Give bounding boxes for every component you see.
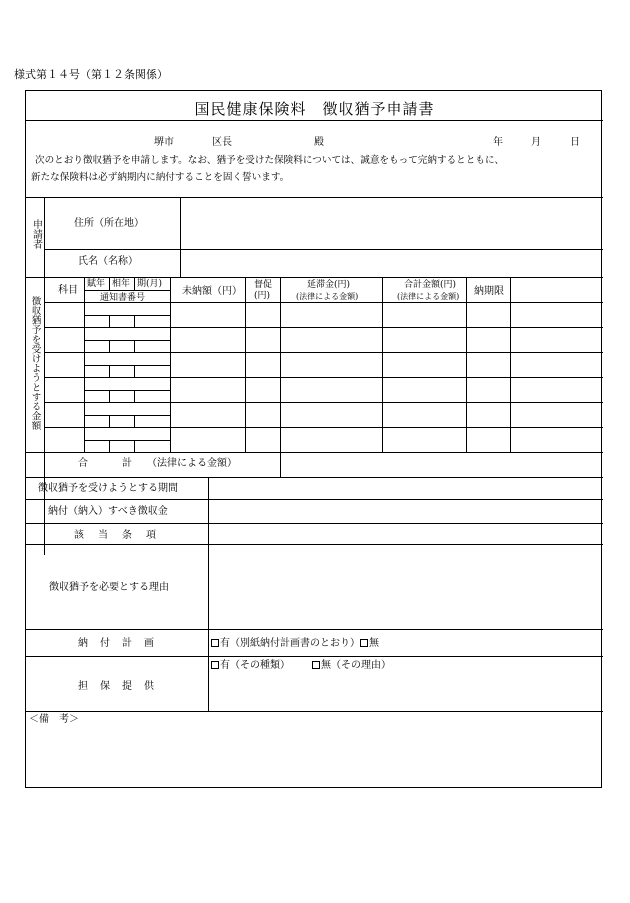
table-row[interactable]: [44, 327, 603, 352]
city-text: 堺市: [154, 137, 174, 148]
collateral-yes-text: 有（その種類）: [220, 660, 290, 671]
plan-label: 納 付 計 画: [78, 638, 155, 649]
levy-year-header: 賦年: [87, 279, 106, 289]
divider: [26, 120, 603, 121]
period-header: 期(月): [137, 279, 163, 289]
applicant-side-label: 申請者: [30, 219, 42, 249]
divider: [26, 452, 603, 453]
period-label: 徴収猶予を受けようとする期間: [38, 483, 178, 494]
collateral-yes-option: [211, 661, 290, 671]
divider: [26, 544, 603, 545]
total-header: 合計金額(円): [404, 280, 457, 290]
table-row[interactable]: [44, 402, 603, 427]
total-label-a: 合: [78, 458, 88, 469]
divider: [26, 711, 603, 712]
form-number: 様式第１４号（第１２条関係）: [14, 68, 168, 81]
collateral-no-option: [312, 661, 391, 671]
divider: [208, 477, 209, 711]
address-label: 住所（所在地）: [74, 218, 144, 229]
divider: [44, 249, 603, 250]
plan-no-checkbox[interactable]: [360, 639, 368, 647]
collateral-yes-checkbox[interactable]: [211, 661, 219, 669]
intro-line-2: 新たな保険料は必ず納期内に納付することを固く誓います。: [31, 172, 290, 183]
plan-yes-checkbox[interactable]: [211, 639, 219, 647]
divider: [26, 499, 603, 500]
notice-number-header: 通知書番号: [100, 293, 146, 303]
collateral-no-checkbox[interactable]: [312, 661, 320, 669]
form-title: 国民健康保険料 徴収猶予申請書: [194, 100, 435, 118]
reason-label: 徴収猶予を必要とする理由: [49, 582, 169, 593]
name-label: 氏名（名称）: [78, 256, 138, 267]
honorific-text: 殿: [314, 137, 324, 148]
table-row[interactable]: [44, 377, 603, 402]
divider: [26, 197, 603, 198]
collateral-no-text: 無（その理由）: [321, 660, 391, 671]
total-note: (法律による金額): [397, 292, 460, 301]
divider: [26, 277, 603, 278]
divider: [26, 656, 603, 657]
plan-yes-text: 有（別紙納付計画書のとおり）: [220, 638, 360, 649]
subject-header: 科目: [58, 285, 78, 296]
unpaid-header: 未納額（円）: [182, 286, 242, 297]
divider: [180, 197, 181, 277]
collateral-label: 担 保 提 供: [78, 681, 155, 692]
divider: [134, 277, 135, 290]
remarks-label: ＜備 考＞: [29, 714, 79, 725]
amount-side-label: 徴収猶予を受けようとする金額: [29, 296, 41, 431]
divider: [26, 477, 603, 478]
dunning-unit: (円): [254, 291, 271, 301]
article-label: 該 当 条 項: [74, 530, 158, 541]
plan-options: [211, 639, 379, 649]
divider: [26, 523, 603, 524]
payment-label: 納付（納入）すべき徴収金: [48, 506, 168, 517]
due-date-header: 納期限: [474, 286, 504, 297]
divider: [26, 629, 603, 630]
day-label[interactable]: 日: [570, 137, 580, 148]
total-note-label: （法律による金額）: [147, 458, 237, 469]
plan-no-text: 無: [369, 638, 379, 649]
year-label[interactable]: 年: [493, 137, 503, 148]
month-label[interactable]: 月: [531, 137, 541, 148]
fiscal-year-header: 相年: [112, 279, 131, 289]
table-row[interactable]: [44, 427, 603, 452]
dunning-header: 督促: [254, 280, 273, 290]
ward-text: 区長: [212, 137, 232, 148]
table-row[interactable]: [44, 352, 603, 377]
divider: [109, 277, 110, 290]
application-form: [25, 90, 602, 788]
table-row[interactable]: [44, 302, 603, 327]
late-fee-note: (法律による金額): [296, 292, 359, 301]
total-label-b: 計: [122, 458, 132, 469]
intro-line-1: 次のとおり徴収猶予を申請します。なお、猶予を受けた保険料については、誠意をもって完納するとともに、: [35, 155, 505, 166]
late-fee-header: 延滞金(円): [307, 280, 351, 290]
divider: [84, 290, 170, 291]
